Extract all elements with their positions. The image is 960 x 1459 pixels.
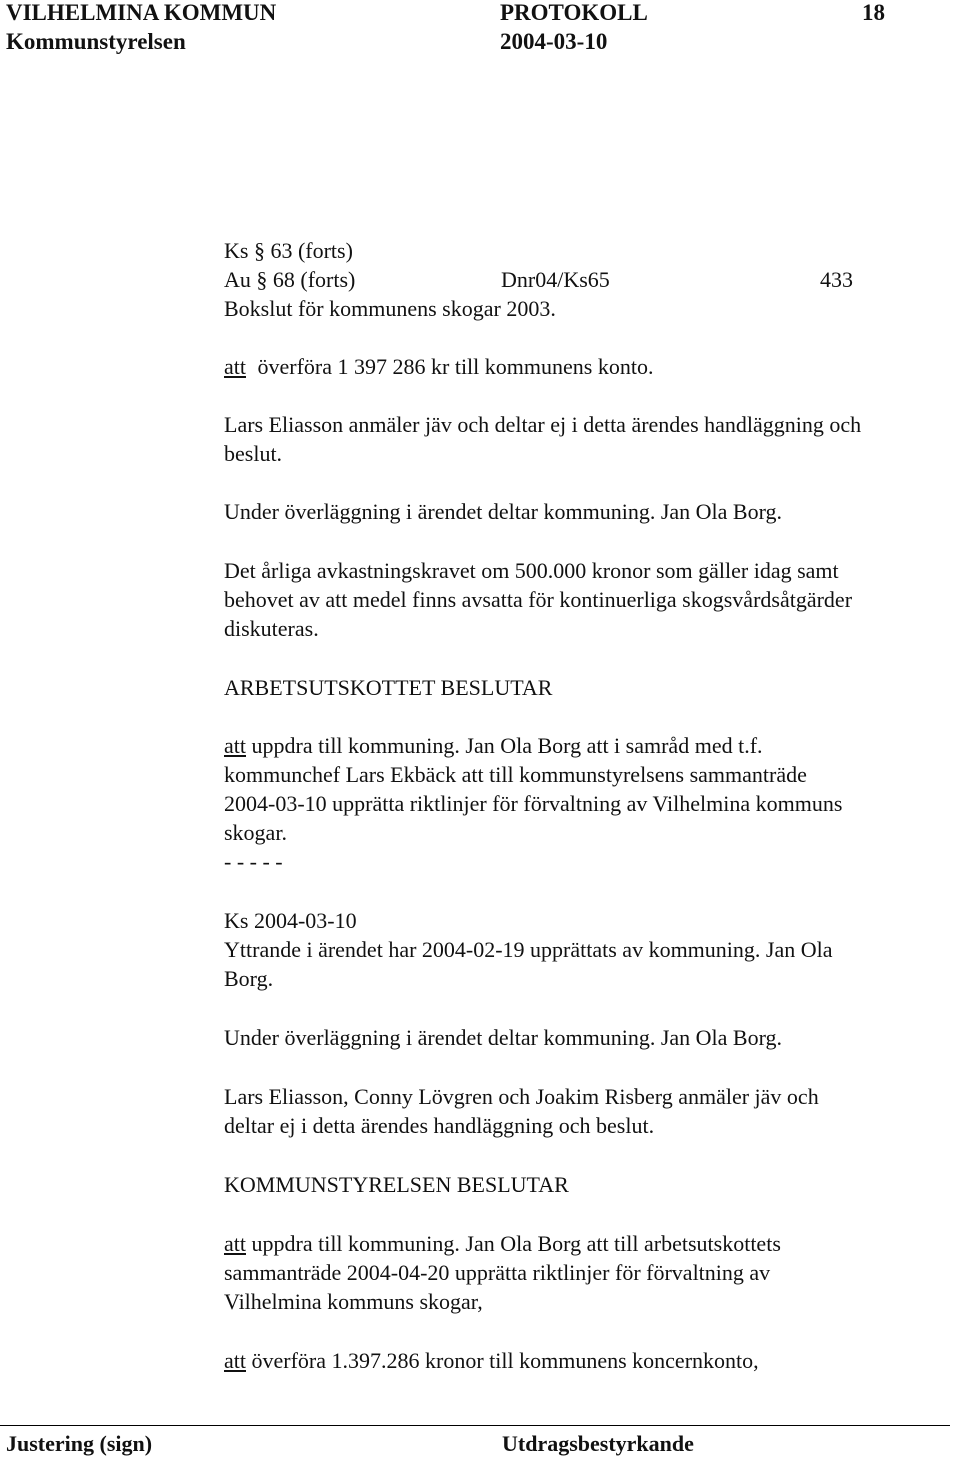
body-name: Kommunstyrelsen xyxy=(6,29,186,54)
att-label: att xyxy=(224,1231,246,1256)
footer-divider xyxy=(0,1425,950,1426)
meeting-date: 2004-03-10 xyxy=(500,29,608,54)
au-resolution xyxy=(224,731,763,760)
au-reference: Au § 68 (forts) xyxy=(224,267,356,292)
deliberation-note: Under överläggning i ärendet deltar kommuning. Jan Ola Borg. xyxy=(224,499,783,524)
document-type: PROTOKOLL xyxy=(500,0,648,25)
footer-justering: Justering (sign) xyxy=(6,1431,153,1456)
resolution-text: uppdra till kommuning. Jan Ola Borg att till arbetsutskottets xyxy=(251,1231,781,1256)
resolution-text: uppdra till kommuning. Jan Ola Borg att i samråd med t.f. xyxy=(251,733,763,758)
att-label: att xyxy=(224,354,246,379)
section-separator: - - - - - xyxy=(224,849,283,874)
statement-line: Yttrande i ärendet har 2004-02-19 upprättats av kommuning. Jan Ola xyxy=(224,937,833,962)
organization-name: VILHELMINA KOMMUN xyxy=(6,0,277,25)
resolution-line: sammanträde 2004-04-20 upprätta riktlinjer för förvaltning av xyxy=(224,1260,771,1285)
ks-heading: Ks 2004-03-10 xyxy=(224,908,357,933)
footer-utdragsbestyrkande: Utdragsbestyrkande xyxy=(502,1431,694,1456)
deliberation-note: Under överläggning i ärendet deltar kommuning. Jan Ola Borg. xyxy=(224,1025,783,1050)
resolution-line: Vilhelmina kommuns skogar, xyxy=(224,1289,483,1314)
resolution-text: överföra 1.397.286 kronor till kommunens koncernkonto, xyxy=(251,1348,759,1373)
conflict-statement-cont: beslut. xyxy=(224,441,283,466)
resolution-heading: ARBETSUTSKOTTET BESLUTAR xyxy=(224,675,553,700)
item-number: 433 xyxy=(820,267,853,292)
ks-resolution-2 xyxy=(224,1346,759,1375)
att-label: att xyxy=(224,733,246,758)
ks-reference: Ks § 63 (forts) xyxy=(224,238,353,263)
resolution-line: 2004-03-10 upprätta riktlinjer för förvaltning av Vilhelmina kommuns xyxy=(224,791,843,816)
discussion-line: behovet av att medel finns avsatta för kontinuerliga skogsvårdsåtgärder xyxy=(224,587,853,612)
discussion-line: Det årliga avkastningskravet om 500.000 kronor som gäller idag samt xyxy=(224,558,839,583)
conflict-statement: Lars Eliasson, Conny Lövgren och Joakim Risberg anmäler jäv och xyxy=(224,1084,819,1109)
conflict-statement-cont: deltar ej i detta ärendes handläggning och beslut. xyxy=(224,1113,655,1138)
resolution-heading: KOMMUNSTYRELSEN BESLUTAR xyxy=(224,1172,569,1197)
item-title: Bokslut för kommunens skogar 2003. xyxy=(224,296,556,321)
resolution-line: skogar. xyxy=(224,820,287,845)
page-number: 18 xyxy=(862,0,885,25)
resolution-line: kommunchef Lars Ekbäck att till kommunstyrelsens sammanträde xyxy=(224,762,807,787)
discussion-line: diskuteras. xyxy=(224,616,319,641)
ks-resolution-1 xyxy=(224,1229,781,1258)
dnr: Dnr04/Ks65 xyxy=(501,267,610,292)
decision-text: överföra 1 397 286 kr till kommunens konto. xyxy=(257,354,654,379)
att-label: att xyxy=(224,1348,246,1373)
conflict-statement: Lars Eliasson anmäler jäv och deltar ej i detta ärendes handläggning och xyxy=(224,412,862,437)
au-decision-1 xyxy=(224,352,653,381)
statement-line: Borg. xyxy=(224,966,274,991)
